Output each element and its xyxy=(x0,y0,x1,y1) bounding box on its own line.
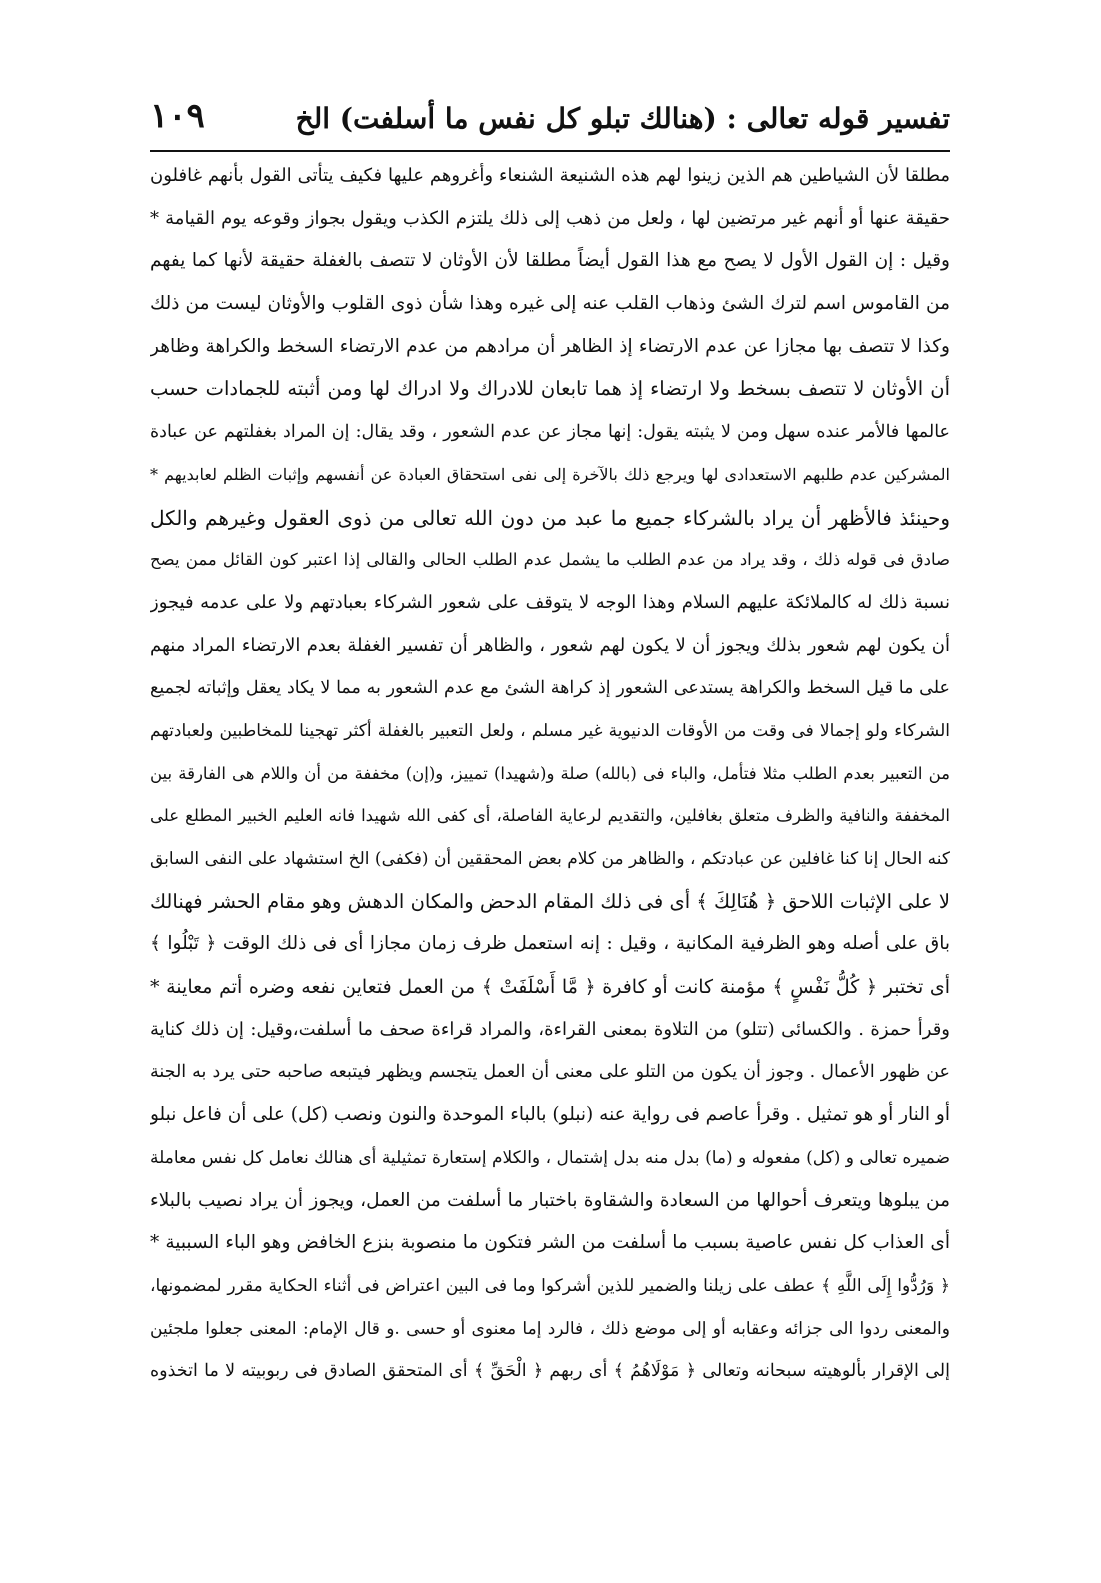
body-text xyxy=(150,155,950,1393)
text-line: عن ظهور الأعمال . وجوز أن يكون من التلو على معنى أن العمل يتجسم ويظهر فيتبعه صاحبه حتى يرد به الجنة xyxy=(150,1062,950,1083)
text-line: كنه الحال إنا كنا غافلين عن عبادتكم ، والظاهر من كلام بعض المحققين أن (فكفى) الخ استشهاد على النفى السابق xyxy=(150,849,950,869)
text-line: لا على الإثبات اللاحق ﴿ هُنَالِكَ ﴾ أى فى ذلك المقام الدحض والمكان الدهش وهو مقام الحشر فهنالك xyxy=(150,889,950,913)
text-line: ﴿ وَرُدُّوا إِلَى اللَّهِ ﴾ عطف على زيلنا والضمير للذين أشركوا وما فى البين اعتراض فى أثناء الحكاية مقرر لمضمونها، xyxy=(150,1275,950,1296)
text-line: أن يكون لهم شعور بذلك ويجوز أن لا يكون لهم شعور ، والظاهر أن تفسير الغفلة بعدم الارتضاء المراد منهم xyxy=(150,634,950,656)
page-number: ١٠٩ xyxy=(150,96,205,136)
text-line: المشركين عدم طلبهم الاستعدادى لها ويرجع ذلك بالآخرة إلى نفى استحقاق العبادة عن أنفسهم وإثبات الظلم لعابديهم * xyxy=(150,464,950,484)
header-rule xyxy=(150,150,950,152)
text-line: مطلقا لأن الشياطين هم الذين زينوا لهم هذه الشنيعة الشنعاء وأغروهم عليها فكيف يتأتى القول بأنهم غافلون xyxy=(150,165,950,186)
text-line: أن الأوثان لا تتصف بسخط ولا ارتضاء إذ هما تابعان للادراك ولا ادراك لها ومن أثبته للجمادات حسب xyxy=(150,377,950,401)
text-line: على ما قيل السخط والكراهة يستدعى الشعور إذ كراهة الشئ مع عدم الشعور به مما لا يكاد يعقل وإثباته لجميع xyxy=(150,678,950,699)
text-line: أو النار أو هو تمثيل . وقرأ عاصم فى رواية عنه (نبلو) بالباء الموحدة والنون ونصب (كل) على أن فاعل نبلو xyxy=(150,1104,950,1126)
text-line: وقرأ حمزة . والكسائى (تتلو) من التلاوة بمعنى القراءة، والمراد قراءة صحف ما أسلفت،وقيل: إن ذلك كناية xyxy=(150,1018,950,1040)
text-line: نسبة ذلك له كالملائكة عليهم السلام وهذا الوجه لا يتوقف على شعور الشركاء بعبادتهم ولا على عدمه فيجوز xyxy=(150,591,950,613)
running-title: تفسير قوله تعالى : (هنالك تبلو كل نفس ما أسلفت) الخ xyxy=(295,102,950,135)
text-line: ضميره تعالى و (كل) مفعوله و (ما) بدل منه بدل إشتمال ، والكلام إستعارة تمثيلية أى هنالك نعامل كل نفس معاملة xyxy=(150,1147,950,1168)
text-line: وقيل : إن القول الأول لا يصح مع هذا القول أيضاً مطلقا لأن الأوثان لا تتصف بالغفلة حقيقة لأنها كما يفهم xyxy=(150,250,950,272)
text-line: وحينئذ فالأظهر أن يراد بالشركاء جميع ما عبد من دون الله تعالى من ذوى العقول وغيرهم والكل xyxy=(150,505,950,530)
text-line: أى تختبر ﴿ كُلُّ نَفْسٍ ﴾ مؤمنة كانت أو كافرة ﴿ مَّا أَسْلَفَتْ ﴾ من العمل فتعاين نفعه وضره أتم معاينة * xyxy=(150,976,950,999)
text-line: عالمها فالأمر عنده سهل ومن لا يثبته يقول: إنها مجاز عن عدم الشعور ، وقد يقال: إن المراد بغفلتهم عن عبادة xyxy=(150,422,950,443)
text-line: باق على أصله وهو الظرفية المكانية ، وقيل : إنه استعمل ظرف زمان مجازا أى فى ذلك الوقت ﴿ تَبْلُوا ﴾ xyxy=(150,933,950,955)
text-line: والمعنى ردوا الى جزائه وعقابه أو إلى موضع ذلك ، فالرد إما معنوى أو حسى .و قال الإمام: المعنى جعلوا ملجئين xyxy=(150,1318,950,1339)
text-line: صادق فى قوله ذلك ، وقد يراد من عدم الطلب ما يشمل عدم الطلب الحالى والقالى إذا اعتبر كون القائل ممن يصح xyxy=(150,550,950,570)
text-line: من القاموس اسم لترك الشئ وذهاب القلب عنه إلى غيره وهذا شأن ذوى القلوب والأوثان ليست من ذلك xyxy=(150,293,950,315)
text-line: حقيقة عنها أو أنهم غير مرتضين لها ، ولعل من ذهب إلى ذلك يلتزم الكذب ويقول بجواز وقوعه يوم القيامة * xyxy=(150,207,950,229)
page-header xyxy=(150,96,950,146)
text-line: الشركاء ولو إجمالا فى وقت من الأوقات الدنيوية غير مسلم ، ولعل التعبير بالغفلة أكثر تهجينا للمخاطبين ولعبادتهم xyxy=(150,720,950,741)
text-line: من التعبير بعدم الطلب مثلا فتأمل، والباء فى (بالله) صلة و(شهيدا) تمييز، و(إن) مخففة من أن واللام هى الفارقة بين xyxy=(150,763,950,783)
text-line: وكذا لا تتصف بها مجازا عن عدم الارتضاء إذ الظاهر أن مرادهم من عدم الارتضاء السخط والكراهة وظاهر xyxy=(150,335,950,357)
text-line: المخففة والنافية والظرف متعلق بغافلين، والتقديم لرعاية الفاصلة، أى كفى الله شهيدا فانه العليم الخبير المطلع على xyxy=(150,806,950,826)
text-line: إلى الإقرار بألوهيته سبحانه وتعالى ﴿ مَوْلَاهُمُ ﴾ أى ربهم ﴿ الْحَقِّ ﴾ أى المتحقق الصادق فى ربوبيته لا ما اتخذوه xyxy=(150,1361,950,1382)
text-line: أى العذاب كل نفس عاصية بسبب ما أسلفت من الشر فتكون ما منصوبة بنزع الخافض وهو الباء السببية * xyxy=(150,1232,950,1254)
text-line: من يبلوها ويتعرف أحوالها من السعادة والشقاوة باختبار ما أسلفت من العمل، ويجوز أن يراد نصيب بالبلاء xyxy=(150,1189,950,1211)
